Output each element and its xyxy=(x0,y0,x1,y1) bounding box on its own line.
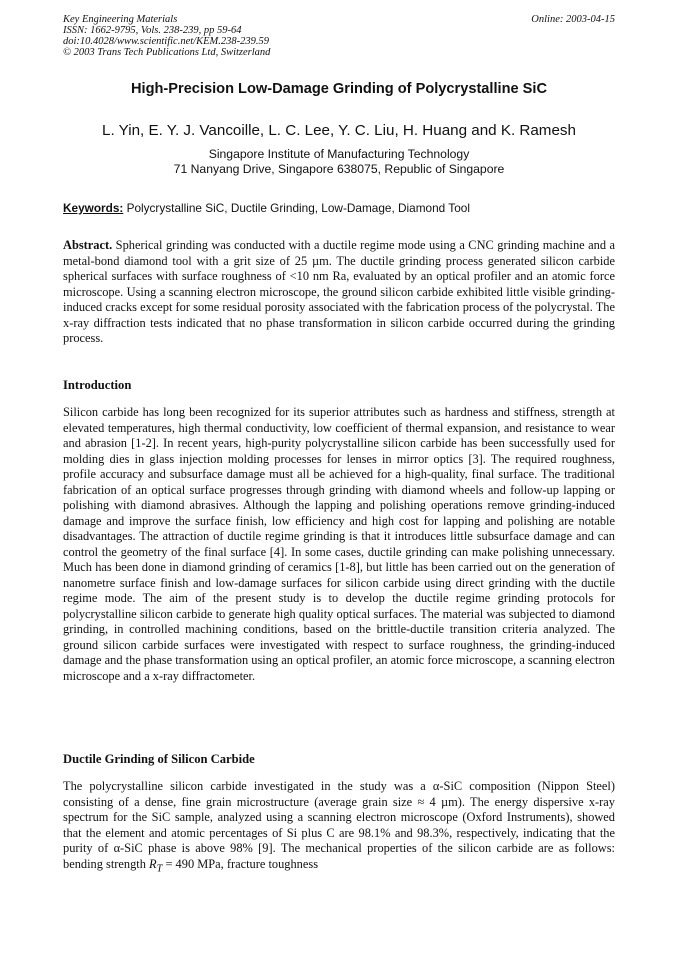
paper-title: High-Precision Low-Damage Grinding of Polycrystalline SiC xyxy=(131,81,547,97)
abstract-label: Abstract. xyxy=(63,238,113,252)
affiliation-institute: Singapore Institute of Manufacturing Technology xyxy=(208,147,470,161)
copyright-line: © 2003 Trans Tech Publications Ltd, Switzerland xyxy=(63,47,271,58)
affiliation-address: 71 Nanyang Drive, Singapore 638075, Republic of Singapore xyxy=(173,162,505,176)
keywords-text: Polycrystalline SiC, Ductile Grinding, Low-Damage, Diamond Tool xyxy=(123,201,470,215)
strength-subscript: T xyxy=(156,862,163,874)
introduction-paragraph: Silicon carbide has long been recognized for its superior attributes such as hardness and stiffness, strength at elevated temperatures, high thermal conductivity, low coefficient of thermal expansion, and resistance to wear and abrasion [1-2]. In recent years, high-purity polycrystalline silicon carbide has been successfully used for molding dies in glass injection molding processes for lenses in mirror optics [3]. The required roughness, profile accuracy and subsurface damage must all be achieved for a high-quality, final surface. The traditional fabrication of an optical surface progresses through grinding with diamond wheels and follow-up lapping or polishing with diamond abrasives. Although the lapping and polishing operations remove grinding-induced damage and improve the surface finish, low efficiency and high cost for lapping and polishing are notable disadvantages. The attraction of ductile regime grinding is that it introduces little subsurface damage and can control the geometry of the final surface [4]. In some cases, ductile grinding can make polishing unnecessary. Much has been done in diamond grinding of ceramics [1-8], but little has been carried out on the generation of nanometre surface finish and low-damage surfaces for silicon carbide using direct grinding with the ductile regime mode. The aim of the present study is to develop the ductile regime grinding protocols for polycrystalline silicon carbide to generate high quality optical surfaces. The material was subjected to diamond grinding, in controlled machining conditions, based on the brittle-ductile transition criteria analyzed. The ground silicon carbide surfaces were investigated with respect to surface roughness, the grinding-induced damage and the phase transformation using an optical profiler, an atomic force microscope, a scanning electron microscope and a x-ray diffractometer. xyxy=(63,405,615,683)
abstract-paragraph xyxy=(63,238,615,347)
ductile-grinding-paragraph xyxy=(63,779,615,876)
abstract-text: Spherical grinding was conducted with a ductile regime mode using a CNC grinding machine and a metal-bond diamond tool with a grit size of 25 µm. The ductile grinding process generated silicon carbide spherical surfaces with surface roughness of <10 nm Ra, evaluated by an optical profiler and an atomic force microscope. Using a scanning electron microscope, the ground silicon carbide exhibited little visible grinding-induced cracks except for some residual porosity associated with the fabrication process of the polycrystal. The x-ray diffraction tests indicated that no phase transformation in silicon carbide occurred during the grinding process. xyxy=(63,238,615,345)
ductile-text-b: = 490 MPa, fracture toughness xyxy=(162,856,319,871)
online-date: Online: 2003-04-15 xyxy=(531,14,615,25)
ductile-text-a: The polycrystalline silicon carbide investigated in the study was a α-SiC composition (Nippon Steel) consisting of a dense, fine grain microstructure (average grain size ≈ 4 µm). The energy dispersive x-ray spectrum for the SiC sample, analyzed using a scanning electron microscope (Oxford Instruments), showed that the element and atomic percentages of Si plus C are 98.1% and 98.3%, respectively, indicating that the purity of α-SiC phase is above 98% [9]. The mechanical properties of the silicon carbide are as follows: bending strength xyxy=(63,779,615,871)
author-list: L. Yin, E. Y. J. Vancoille, L. C. Lee, Y. C. Liu, H. Huang and K. Ramesh xyxy=(102,122,576,139)
keywords-label: Keywords: xyxy=(63,201,124,215)
keywords-line xyxy=(63,201,615,215)
ductile-grinding-heading: Ductile Grinding of Silicon Carbide xyxy=(63,752,255,766)
journal-name: Key Engineering Materials xyxy=(63,14,178,25)
introduction-heading: Introduction xyxy=(63,378,132,392)
journal-header xyxy=(63,14,270,58)
issn-line: ISSN: 1662-9795, Vols. 238-239, pp 59-64 xyxy=(63,25,242,36)
strength-symbol: R xyxy=(149,856,157,871)
doi-line: doi:10.4028/www.scientific.net/KEM.238-239.59 xyxy=(63,36,269,47)
